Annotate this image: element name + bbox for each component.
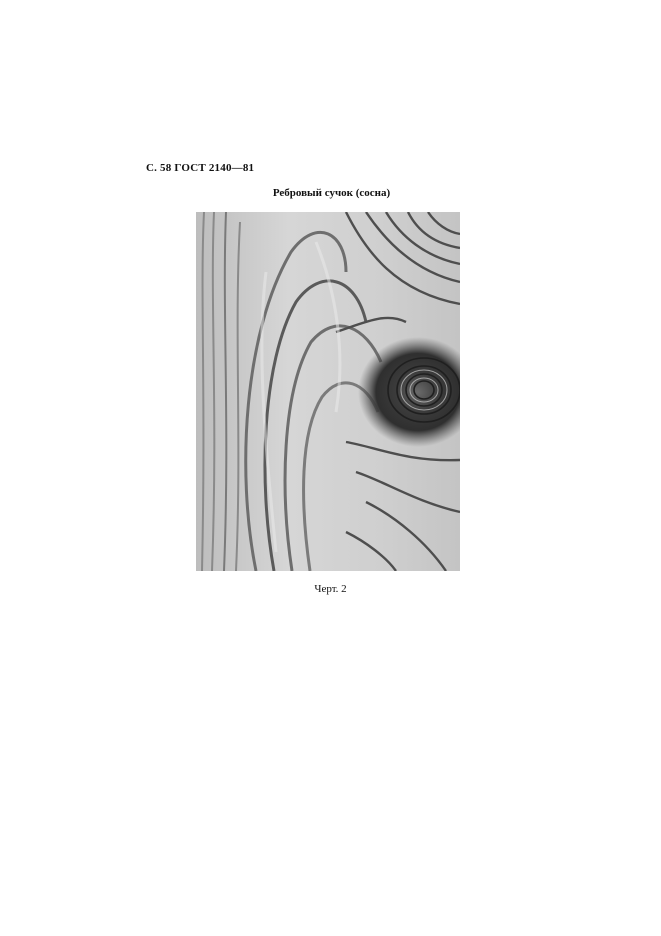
page-reference-header: С. 58 ГОСТ 2140—81 (146, 162, 255, 174)
figure-title: Ребровый сучок (сосна) (272, 187, 391, 199)
figure-caption: Черт. 2 (314, 583, 347, 595)
wood-knot-photo (196, 212, 460, 571)
